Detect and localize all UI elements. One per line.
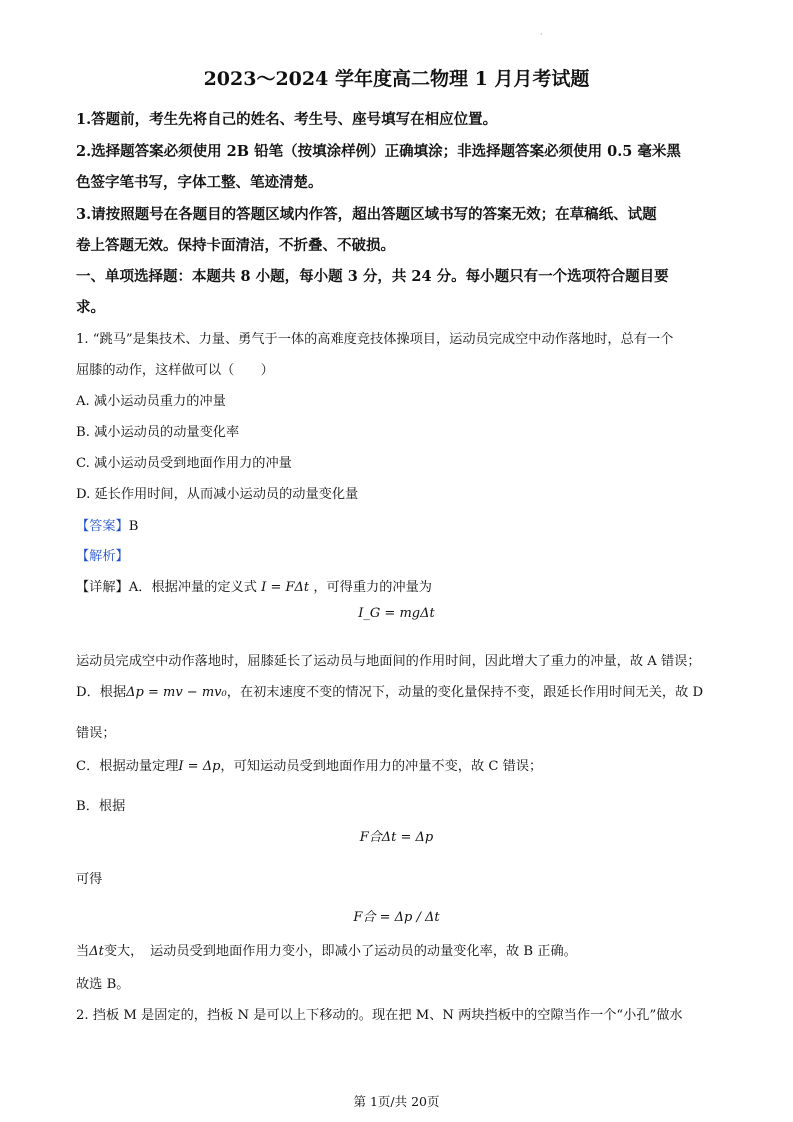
q1-option-c: C. 减小运动员受到地面作用力的冲量: [76, 456, 292, 471]
detail-line-B-conclusion: [76, 940, 577, 959]
section-heading-line-2: 求。: [76, 299, 105, 316]
detail-line-kede: 可得: [76, 872, 103, 887]
impulse-definition-formula: I = FΔt: [261, 580, 310, 595]
detail-suffix: ，可得重力的冲量为: [313, 580, 432, 595]
notice-line-2: 2.选择题答案必须使用 2B 铅笔（按填涂样例）正确填涂；非选择题答案必须使用 0.5 毫米黑: [76, 143, 681, 160]
delta-t-symbol: Δt: [89, 944, 104, 959]
notice-line-5: 卷上答题无效。保持卡面清洁，不折叠、不破损。: [76, 237, 395, 254]
detail-choose: 故选 B。: [76, 977, 130, 992]
notice-line-1: 1.答题前，考生先将自己的姓名、考生号、座号填写在相应位置。: [76, 111, 498, 128]
q1-option-a: A. 减小运动员重力的冲量: [76, 394, 226, 409]
notice-line-3: 色签字笔书写，字体工整、笔迹清楚。: [76, 174, 323, 191]
q1-option-b: B. 减小运动员的动量变化率: [76, 425, 240, 440]
answer-tag: 【答案】: [76, 519, 129, 534]
line-d-suffix: ，在初末速度不变的情况下，动量的变化量保持不变，跟延长作用时间无关，故 D: [226, 685, 704, 700]
line-d-prefix: D．根据: [76, 685, 127, 700]
q1-answer: [76, 515, 138, 534]
detail-prefix: 【详解】A．根据冲量的定义式: [76, 580, 257, 595]
line-c-suffix: ，可知运动员受到地面作用力的冲量不变，故 C 错误；: [220, 759, 543, 774]
page-title: 2023～2024 学年度高二物理 1 月月考试题: [203, 68, 590, 90]
q2-stem-line-1: 2. 挡板 M 是固定的，挡板 N 是可以上下移动的。现在把 M、N 两块挡板中的空隙当作一个“小孔”做水: [76, 1008, 683, 1023]
q1-stem-line-1: 1. “跳马”是集技术、力量、勇气于一体的高难度竞技体操项目，运动员完成空中动作落地时，总有一个: [76, 332, 674, 347]
analysis-tag: 【解析】: [76, 549, 129, 564]
line-b-conclusion-prefix: 当: [76, 944, 90, 959]
corner-mark: ·: [540, 30, 543, 39]
line-c-prefix: C．根据动量定理: [76, 759, 179, 774]
detail-line-A: 运动员完成空中动作落地时，屈膝延长了运动员与地面间的作用时间，因此增大了重力的冲量，故 A 错误；: [76, 654, 701, 669]
detail-line-D-end: 错误；: [76, 726, 116, 741]
detail-line-1: [76, 576, 432, 595]
net-force-impulse-formula: F合Δt = Δp: [359, 830, 434, 845]
line-b-conclusion-suffix: 变大， 运动员受到地面作用力变小，即减小了运动员的动量变化率，故 B 正确。: [103, 944, 577, 959]
net-force-rate-formula: F合 = Δp / Δt: [353, 910, 440, 925]
answer-value: B: [128, 519, 139, 534]
q1-stem-line-2: 屈膝的动作，这样做可以（ ）: [76, 363, 274, 378]
detail-line-D: [76, 681, 703, 700]
momentum-theorem-formula: I = Δp: [178, 759, 221, 774]
momentum-change-formula: Δp = mv − mv₀: [126, 685, 227, 700]
gravity-impulse-formula: I_G = mgΔt: [358, 606, 435, 621]
q1-option-d: D. 延长作用时间，从而减小运动员的动量变化量: [76, 487, 359, 502]
section-heading-line-1: 一、单项选择题：本题共 8 小题，每小题 3 分，共 24 分。每小题只有一个选项符合题目要: [76, 268, 669, 285]
page-footer: 第 1页/共 20页: [353, 1094, 440, 1109]
detail-line-C: [76, 755, 542, 774]
notice-line-4: 3.请按照题号在各题目的答题区域内作答，超出答题区域书写的答案无效；在草稿纸、试题: [76, 206, 657, 223]
detail-line-B: B．根据: [76, 799, 126, 814]
